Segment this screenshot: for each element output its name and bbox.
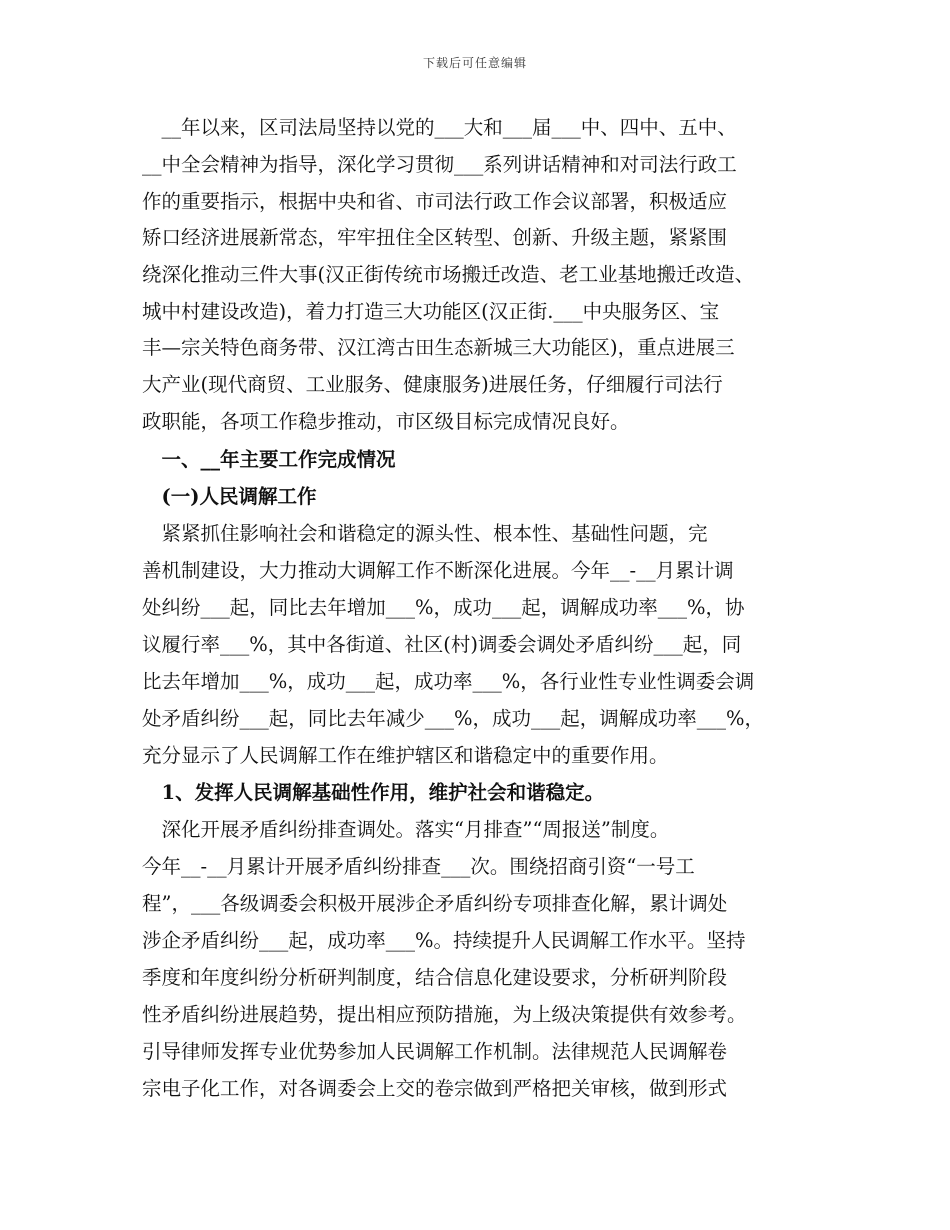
text-line: 矫口经济进展新常态，牢牢扭住全区转型、创新、升级主题，紧紧围 <box>142 226 728 249</box>
text-line: 程”，___各级调委会积极开展涉企矛盾纠纷专项排查化解，累计调处 <box>142 892 728 915</box>
text-line: 引导律师发挥专业优势参加人民调解工作机制。法律规范人民调解卷 <box>142 1040 728 1063</box>
text-line: 大产业(现代商贸、工业服务、健康服务)进展任务，仔细履行司法行 <box>142 373 723 396</box>
text-line: 作的重要指示，根据中央和省、市司法行政工作会议部署，积极适应 <box>142 190 728 213</box>
text-line: 政职能，各项工作稳步推动，市区级目标完成情况良好。 <box>142 410 630 433</box>
text-line: 丰—宗关特色商务带、汉江湾古田生态新城三大功能区)，重点进展三 <box>142 336 735 359</box>
text-line: __中全会精神为指导，深化学习贯彻___系列讲话精神和对司法行政工 <box>142 153 737 176</box>
text-line: __年以来，区司法局坚持以党的___大和___届___中、四中、五中、 <box>142 116 737 139</box>
text-line: 性矛盾纠纷进展趋势，提出相应预防措施，为上级决策提供有效参考。 <box>142 1003 747 1026</box>
text-line: 处矛盾纠纷___起，同比去年减少___%，成功___起，调解成功率___%， <box>142 707 765 730</box>
text-line: 充分显示了人民调解工作在维护辖区和谐稳定中的重要作用。 <box>142 744 669 767</box>
point-heading: 1、发挥人民调解基础性作用，维护社会和谐稳定。 <box>142 781 605 804</box>
page-header: 下载后可任意编辑 <box>422 56 527 70</box>
text-line: 涉企矛盾纠纷___起，成功率___%。持续提升人民调解工作水平。坚持 <box>142 929 746 952</box>
text-line: 比去年增加___%，成功___起，成功率___%，各行业性专业性调委会调 <box>142 670 755 693</box>
text-line: 深化开展矛盾纠纷排查调处。落实“月排查”“周报送”制度。 <box>142 818 670 841</box>
text-line: 今年__-__月累计开展矛盾纠纷排查___次。围绕招商引资“一号工 <box>142 855 695 878</box>
text-line: 善机制建设，大力推动大调解工作不断深化进展。今年__-__月累计调 <box>142 559 734 582</box>
text-line: 城中村建设改造)，着力打造三大功能区(汉正街.___中央服务区、宝 <box>142 300 720 323</box>
subsection-heading: (一)人民调解工作 <box>142 485 317 508</box>
section-heading: 一、__年主要工作完成情况 <box>142 448 396 471</box>
text-line: 季度和年度纠纷分析研判制度，结合信息化建设要求，分析研判阶段 <box>142 966 728 989</box>
text-line: 宗电子化工作，对各调委会上交的卷宗做到严格把关审核，做到形式 <box>142 1077 728 1100</box>
text-line: 紧紧抓住影响社会和谐稳定的源头性、根本性、基础性问题，完 <box>142 522 708 545</box>
text-line: 议履行率___%，其中各街道、社区(村)调委会调处矛盾纠纷___起，同 <box>142 633 742 656</box>
text-line: 处纠纷___起，同比去年增加___%，成功___起，调解成功率___%，协 <box>142 596 745 619</box>
text-line: 绕深化推动三件大事(汉正街传统市场搬迁改造、老工业基地搬迁改造、 <box>142 263 755 286</box>
